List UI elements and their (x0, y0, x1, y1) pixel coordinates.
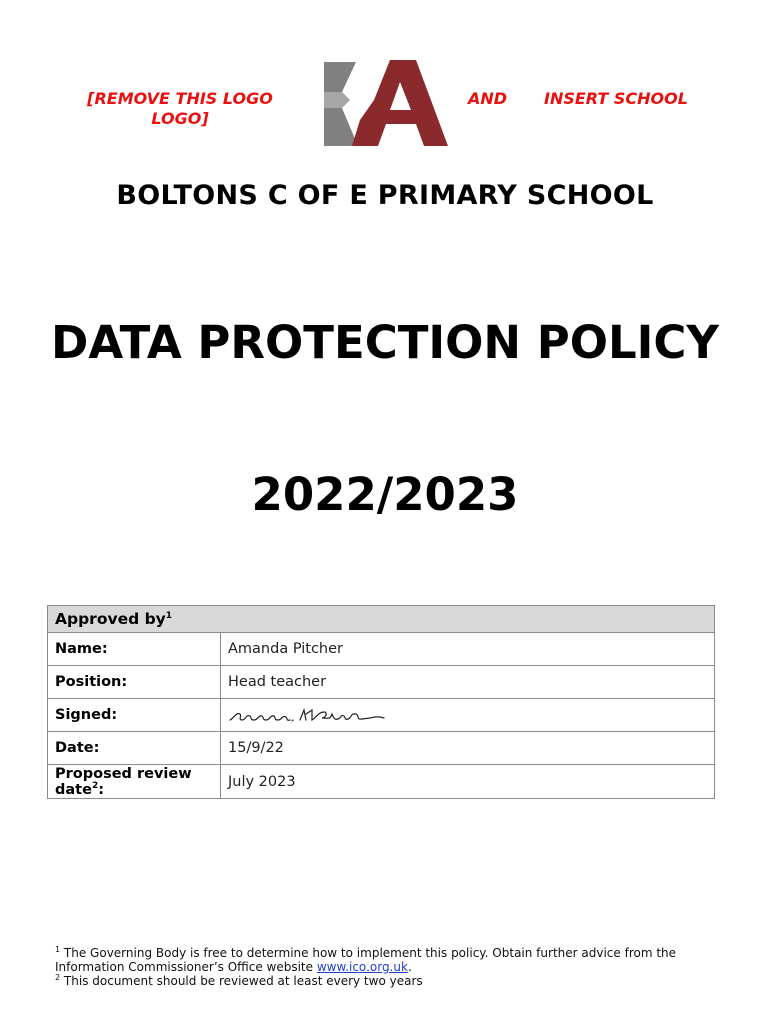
date-label: Date: (48, 732, 221, 765)
footnote-1-number: 1 (55, 945, 61, 954)
handwritten-signature (228, 704, 388, 726)
date-value: 15/9/22 (221, 732, 715, 765)
approval-header (48, 606, 715, 633)
position-label: Position: (48, 666, 221, 699)
footnote-2-number: 2 (55, 973, 61, 982)
table-row (48, 732, 715, 765)
position-value: Head teacher (221, 666, 715, 699)
logo-placeholder-text: [REMOVE THIS LOGO LOGO] (87, 89, 273, 128)
ico-website-link[interactable]: www.ico.org.uk (316, 960, 408, 974)
review-date-label-text: Proposed review date (55, 765, 192, 798)
table-row (48, 699, 715, 732)
name-value: Amanda Pitcher (221, 633, 715, 666)
footnote-2 (55, 974, 735, 988)
logo-k-wedge (324, 92, 350, 108)
document-title: DATA PROTECTION POLICY (50, 316, 719, 369)
table-row (48, 633, 715, 666)
placeholder-insert-school-text: INSERT SCHOOL (544, 89, 688, 108)
approval-header-label: Approved by (55, 610, 166, 628)
name-label: Name: (48, 633, 221, 666)
footnotes (55, 946, 735, 988)
placeholder-and-text: AND (468, 89, 508, 108)
footnote-1-text: The Governing Body is free to determine how to implement this policy. Obtain further advice from the Information Commissioner’s Office website (55, 946, 677, 974)
school-name: BOLTONS C OF E PRIMARY SCHOOL (116, 180, 654, 211)
footnote-2-text: This document should be reviewed at least every two years (63, 974, 423, 988)
approval-table (47, 605, 715, 799)
review-date-value: July 2023 (221, 765, 715, 799)
signed-label: Signed: (48, 699, 221, 732)
footnote-1 (55, 946, 735, 974)
table-row (48, 765, 715, 799)
footnote-1-end: . (407, 960, 412, 974)
signature-cell (221, 699, 715, 732)
review-date-label-suffix: : (98, 781, 105, 798)
table-row (48, 666, 715, 699)
document-year: 2022/2023 (251, 468, 519, 521)
logo-k-lower (324, 108, 358, 146)
ka-logo (320, 60, 454, 148)
footnote-ref-1: 1 (165, 610, 173, 621)
logo-k-upper (324, 62, 356, 92)
footnote-ref-2: 2 (91, 780, 99, 791)
review-date-label (48, 765, 221, 799)
